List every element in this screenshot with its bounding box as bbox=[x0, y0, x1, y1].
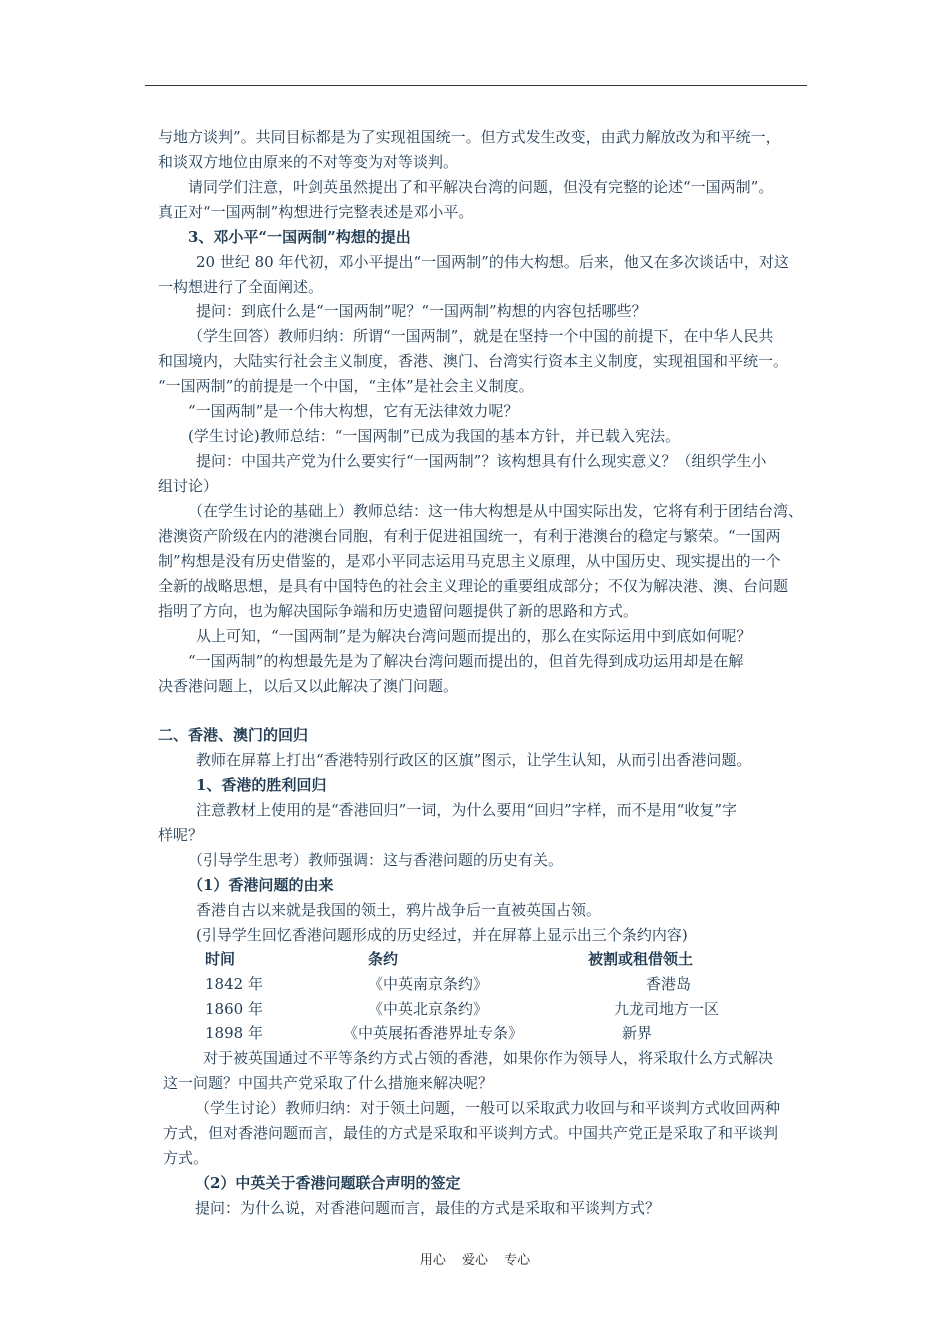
header-rule bbox=[145, 85, 807, 86]
subsection-heading: （1）香港问题的由来 bbox=[188, 876, 334, 894]
paragraph-line: （学生讨论）教师归纳：对于领土问题，一般可以采取武力收回与和平谈判方式收回两种 bbox=[195, 1099, 781, 1117]
paragraph-line: （在学生讨论的基础上）教师总结：这一伟大构想是从中国实际出发，它将有利于团结台湾、 bbox=[188, 502, 804, 520]
table-cell-year: 1860 年 bbox=[205, 1000, 263, 1018]
section-heading: 3、邓小平“一国两制”构想的提出 bbox=[188, 228, 411, 246]
paragraph-line: 香港自古以来就是我国的领土，鸦片战争后一直被英国占领。 bbox=[196, 901, 602, 919]
paragraph-line: 与地方谈判”。共同目标都是为了实现祖国统一。但方式发生改变，由武力解放改为和平统一， bbox=[158, 128, 781, 146]
paragraph-line: 方式。 bbox=[163, 1149, 209, 1167]
table-cell-treaty: 《中英北京条约》 bbox=[368, 1000, 489, 1018]
paragraph-line: 方式，但对香港问题而言，最佳的方式是采取和平谈判方式。中国共产党正是采取了和平谈判 bbox=[163, 1124, 779, 1142]
paragraph-line: 和国境内，大陆实行社会主义制度，香港、澳门、台湾实行资本主义制度，实现祖国和平统一。 bbox=[158, 352, 789, 370]
page-footer: 用心 爱心 专心 bbox=[419, 1253, 531, 1268]
paragraph-line: 真正对“一国两制”构想进行完整表述是邓小平。 bbox=[158, 203, 474, 221]
table-cell-territory: 新界 bbox=[622, 1024, 653, 1042]
table-header-treaty: 条约 bbox=[368, 950, 399, 968]
paragraph-line: 决香港问题上，以后又以此解决了澳门问题。 bbox=[158, 677, 459, 695]
paragraph-line: 全新的战略思想，是具有中国特色的社会主义理论的重要组成部分；不仅为解决港、澳、台问题 bbox=[158, 577, 789, 595]
table-cell-year: 1842 年 bbox=[205, 975, 263, 993]
paragraph-line: 制”构想是没有历史借鉴的，是邓小平同志运用马克思主义原理，从中国历史、现实提出的一个 bbox=[158, 552, 781, 570]
table-cell-territory: 香港岛 bbox=[646, 975, 692, 993]
paragraph-line: 20 世纪 80 年代初，邓小平提出“一国两制”的伟大构想。后来，他又在多次谈话中，对这 bbox=[196, 253, 789, 271]
paragraph-line: 提问：中国共产党为什么要实行“一国两制”？该构想具有什么现实意义？（组织学生小 bbox=[196, 452, 767, 470]
table-header-territory: 被割或租借领土 bbox=[588, 950, 694, 968]
paragraph-line: （引导学生思考）教师强调：这与香港问题的历史有关。 bbox=[188, 851, 564, 869]
table-header-time: 时间 bbox=[205, 950, 236, 968]
paragraph-line: （学生回答）教师归纳：所谓“一国两制”，就是在坚持一个中国的前提下，在中华人民共 bbox=[188, 327, 774, 345]
paragraph-line: “一国两制”是一个伟大构想，它有无法律效力呢？ bbox=[188, 402, 519, 420]
paragraph-line: 教师在屏幕上打出“香港特别行政区的区旗”图示，让学生认知，从而引出香港问题。 bbox=[196, 751, 752, 769]
paragraph-line: 注意教材上使用的是“香港回归”一词，为什么要用“回归”字样，而不是用“收复”字 bbox=[196, 801, 738, 819]
paragraph-line: 从上可知，“一国两制”是为解决台湾问题而提出的，那么在实际运用中到底如何呢？ bbox=[196, 627, 752, 645]
paragraph-line: “一国两制”的构想最先是为了解决台湾问题而提出的，但首先得到成功运用却是在解 bbox=[188, 652, 744, 670]
paragraph-line: 组讨论） bbox=[158, 477, 219, 495]
paragraph-line: 这一问题？中国共产党采取了什么措施来解决呢？ bbox=[163, 1074, 494, 1092]
paragraph-line: 提问：为什么说，对香港问题而言，最佳的方式是采取和平谈判方式？ bbox=[195, 1199, 661, 1217]
paragraph-line: 和谈双方地位由原来的不对等变为对等谈判。 bbox=[158, 153, 459, 171]
table-cell-treaty: 《中英展拓香港界址专条》 bbox=[343, 1024, 524, 1042]
paragraph-line: 对于被英国通过不平等条约方式占领的香港，如果你作为领导人，将采取什么方式解决 bbox=[203, 1049, 774, 1067]
paragraph-line: (学生讨论)教师总结：“一国两制”已成为我国的基本方针，并已载入宪法。 bbox=[188, 427, 681, 445]
section-heading: 1、香港的胜利回归 bbox=[196, 776, 327, 794]
paragraph-line: (引导学生回忆香港问题形成的历史经过，并在屏幕上显示出三个条约内容) bbox=[196, 926, 688, 944]
subsection-heading: （2）中英关于香港问题联合声明的签定 bbox=[195, 1174, 461, 1192]
paragraph-line: 提问：到底什么是“一国两制”呢？“一国两制”构想的内容包括哪些？ bbox=[196, 302, 647, 320]
section-heading: 二、香港、澳门的回归 bbox=[158, 726, 309, 744]
paragraph-line: 港澳资产阶级在内的港澳台同胞，有利于促进祖国统一，有利于港澳台的稳定与繁荣。“一国两 bbox=[158, 527, 781, 545]
paragraph-line: 请同学们注意，叶剑英虽然提出了和平解决台湾的问题，但没有完整的论述“一国两制”。 bbox=[188, 178, 774, 196]
paragraph-line: “一国两制”的前提是一个中国，“主体”是社会主义制度。 bbox=[158, 377, 534, 395]
table-cell-year: 1898 年 bbox=[205, 1024, 263, 1042]
table-cell-treaty: 《中英南京条约》 bbox=[368, 975, 489, 993]
paragraph-line: 一构想进行了全面阐述。 bbox=[158, 278, 324, 296]
table-cell-territory: 九龙司地方一区 bbox=[614, 1000, 720, 1018]
paragraph-line: 样呢？ bbox=[158, 826, 204, 844]
paragraph-line: 指明了方向，也为解决国际争端和历史遗留问题提供了新的思路和方式。 bbox=[158, 602, 639, 620]
